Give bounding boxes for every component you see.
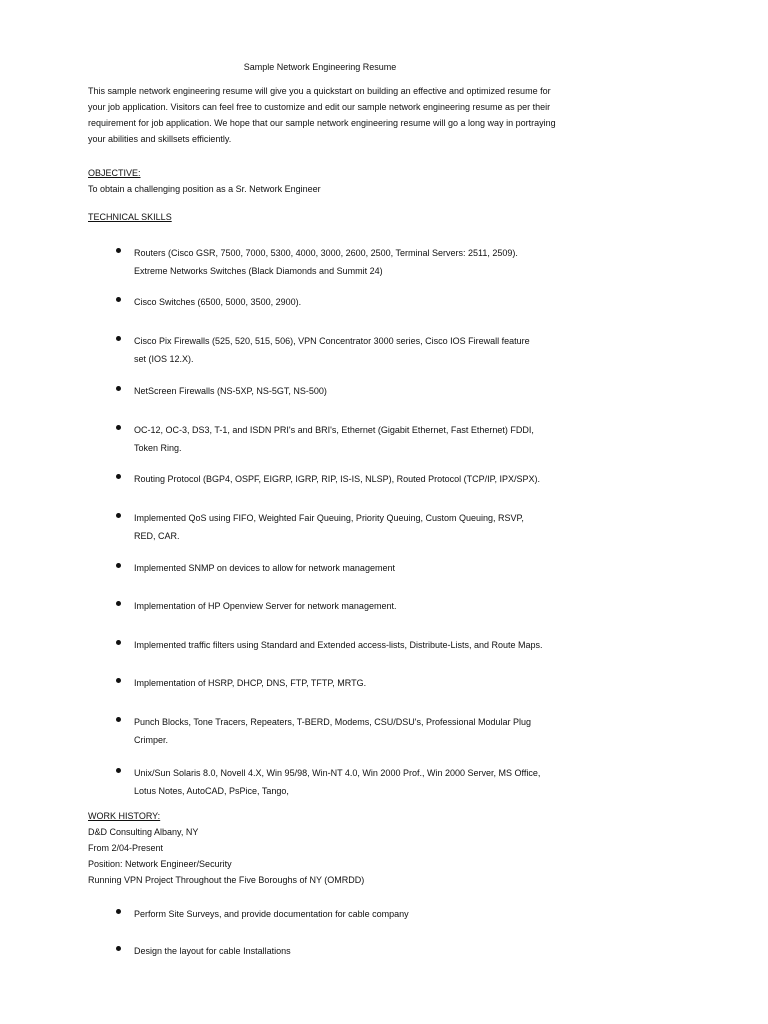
bullet-icon [116, 601, 121, 606]
bullet-icon [116, 678, 121, 683]
objective-text: To obtain a challenging position as a Sr. Network Engineer [88, 184, 321, 194]
project-line: Running VPN Project Throughout the Five Boroughs of NY (OMRDD) [88, 875, 365, 885]
skill-text: OC-12, OC-3, DS3, T-1, and ISDN PRI's and BRI's, Ethernet (Gigabit Ethernet, Fast Ethernet) FDDI, Token Ring. [134, 425, 534, 453]
skill-text: Unix/Sun Solaris 8.0, Novell 4.X, Win 95/98, Win-NT 4.0, Win 2000 Prof., Win 2000 Server, MS Office, Lotus Notes, AutoCAD, PsPice, Tango, [134, 768, 541, 796]
duty-text: Design the layout for cable Installations [134, 946, 291, 956]
bullet-icon [116, 640, 121, 645]
bullet-icon [116, 248, 121, 253]
bullet-icon [116, 563, 121, 568]
document-title: Sample Network Engineering Resume [243, 62, 397, 72]
skill-text: Implemented SNMP on devices to allow for network management [134, 563, 395, 573]
skill-text: Implementation of HSRP, DHCP, DNS, FTP, TFTP, MRTG. [134, 678, 367, 688]
position-line: Position: Network Engineer/Security [88, 859, 232, 869]
bullet-icon [116, 717, 121, 722]
bullet-icon [116, 909, 121, 914]
duty-text: Perform Site Surveys, and provide documentation for cable company [134, 909, 409, 919]
skill-text: Routing Protocol (BGP4, OSPF, EIGRP, IGRP, RIP, IS-IS, NLSP), Routed Protocol (TCP/IP, IPX/SPX). [134, 474, 540, 484]
intro-paragraph: This sample network engineering resume will give you a quickstart on building an effective and optimized resume for your job application. Visitors can feel free to customize and edit our sample network engineering resume as per their requirement for job application. We hope that our sample network engineering resume will go a long way in portraying your abilities and skillsets efficiently. [88, 86, 556, 144]
skill-text: NetScreen Firewalls (NS-5XP, NS-5GT, NS-500) [134, 386, 327, 396]
bullet-icon [116, 946, 121, 951]
skill-text: Cisco Pix Firewalls (525, 520, 515, 506), VPN Concentrator 3000 series, Cisco IOS Firewall feature set (IOS 12.X). [134, 336, 530, 364]
date-range-line: From 2/04-Present [88, 843, 164, 853]
skill-text: Cisco Switches (6500, 5000, 3500, 2900). [134, 297, 302, 307]
bullet-icon [116, 297, 121, 302]
bullet-icon [116, 474, 121, 479]
skill-text: Implemented QoS using FIFO, Weighted Fair Queuing, Priority Queuing, Custom Queuing, RSVP, RED, CAR. [134, 513, 524, 541]
employer-line: D&D Consulting Albany, NY [88, 827, 199, 837]
bullet-icon [116, 336, 121, 341]
bullet-icon [116, 768, 121, 773]
skill-text: Implementation of HP Openview Server for network management. [134, 601, 397, 611]
work-history-heading: WORK HISTORY: [88, 811, 161, 821]
bullet-icon [116, 386, 121, 391]
technical-skills-heading: TECHNICAL SKILLS [88, 212, 172, 222]
bullet-icon [116, 513, 121, 518]
skill-text: Routers (Cisco GSR, 7500, 7000, 5300, 4000, 3000, 2600, 2500, Terminal Servers: 2511, 2509). Extreme Networks Switches (Black Diamonds and Summit 24) [134, 248, 518, 276]
skill-text: Implemented traffic filters using Standard and Extended access-lists, Distribute-Lists, and Route Maps. [134, 640, 543, 650]
skill-text: Punch Blocks, Tone Tracers, Repeaters, T-BERD, Modems, CSU/DSU's, Professional Modular Plug Crimper. [134, 717, 532, 745]
objective-heading: OBJECTIVE: [88, 168, 141, 178]
bullet-icon [116, 425, 121, 430]
